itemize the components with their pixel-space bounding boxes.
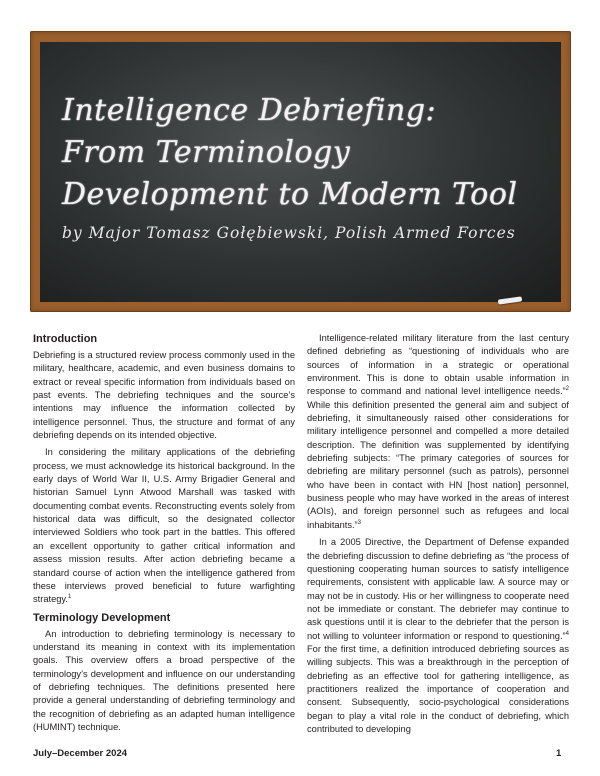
issue-date: July–December 2024	[33, 748, 128, 759]
title-line-2: From Terminology	[62, 135, 351, 170]
page-number: 1	[556, 748, 562, 759]
title-line-3: Development to Modern Tool	[62, 177, 518, 212]
right-column	[307, 332, 569, 740]
chalkboard-header	[40, 42, 561, 302]
definition-paragraph-1	[307, 332, 569, 532]
footnote-ref-2: 2	[565, 386, 569, 393]
footnote-ref-1: 1	[67, 594, 72, 601]
intro-paragraph-1: Debriefing is a structured review process commonly used in the military, healthcare, academic, and even business domains to extract or reveal specific information from individuals based on past events. The debriefing techniques and the source’s intentions may influence the information collected by intelligence personnel. Thus, the structure and format of any debriefing depends on its intended objective.	[33, 350, 295, 441]
directive-quote: In a 2005 Directive, the Department of Defense expanded the debriefing discussion to define debriefing as “the process of questioning cooperating human sources to satisfy intelligence requirements, consistent with applicable law. A source may or may not be in custody. His or her willingness to cooperate need not be immediate or constant. The debriefer may continue to ask questions until it is clear to the debriefer that the person is not willing to volunteer information or respond to questioning.”	[307, 537, 569, 641]
definition-quote-1: Intelligence-related military literature from the last century defined debriefing as “questioning of individuals who are sources of information in a strategic or operational environment. This is done to obtain usable information in response to command and national level intelligence needs.”	[307, 333, 569, 397]
footnote-ref-3: 3	[357, 519, 361, 526]
heading-introduction: Introduction	[33, 333, 98, 345]
terminology-paragraph-1: An introduction to debriefing terminology is necessary to understand its meaning in context with its implementation goals. This overview offers a broad perspective of the terminology’s development and influence on our understanding of debriefing techniques. The definitions presented here provide a general understanding of debriefing terminology and the recognition of debriefing as an adapted human intelligence (HUMINT) technique.	[33, 628, 295, 732]
definition-paragraph-2	[307, 536, 569, 736]
definition-text-1: While this definition presented the general aim and subject of debriefing, it simultaneously raised other considerations for military intelligence personnel and compelled a more detailed description. The definition was supplemented by identifying debriefing subjects: “The primary categories of sources for debriefing are military personnel (such as patrols), personnel who have been in contact with HN [host nation] personnel, business people who may have worked in the areas of interest (AOIs), and foreign personnel such as refugees and local inhabitants.”	[307, 399, 569, 530]
directive-text: For the first time, a definition introduced debriefing sources as willing subjects. This was a breakthrough in the perception of debriefing as an effective tool for gathering intelligence, as practitioners realized the importance of cooperation and consent. Subsequently, socio-psychological considerations began to play a vital role in the conduct of debriefing, which contributed to developing	[307, 643, 569, 734]
intro-paragraph-2	[33, 446, 295, 606]
author-byline: by Major Tomasz Gołębiewski, Polish Armed Forces	[62, 224, 516, 242]
footnote-ref-4: 4	[565, 630, 569, 637]
left-column	[33, 332, 295, 738]
intro-paragraph-2-text: In considering the military applications of the debriefing process, we must acknowledge its historical background. In the early days of World War II, U.S. Army Brigadier General and historian Samuel Lynn Atwood Marshall was tasked with documenting combat events. Reconstructing events solely from historical data was difficult, so the designated collector interviewed Soldiers who took part in the battles. This offered an excellent opportunity to gather critical information and assess mission results. After action debriefing became a standard course of action when the intelligence gathered from these interviews proved beneficial to future warfighting strategy.	[33, 447, 295, 605]
heading-terminology-development: Terminology Development	[33, 611, 171, 624]
title-line-1: Intelligence Debriefing:	[62, 93, 437, 128]
article-title	[62, 90, 557, 216]
